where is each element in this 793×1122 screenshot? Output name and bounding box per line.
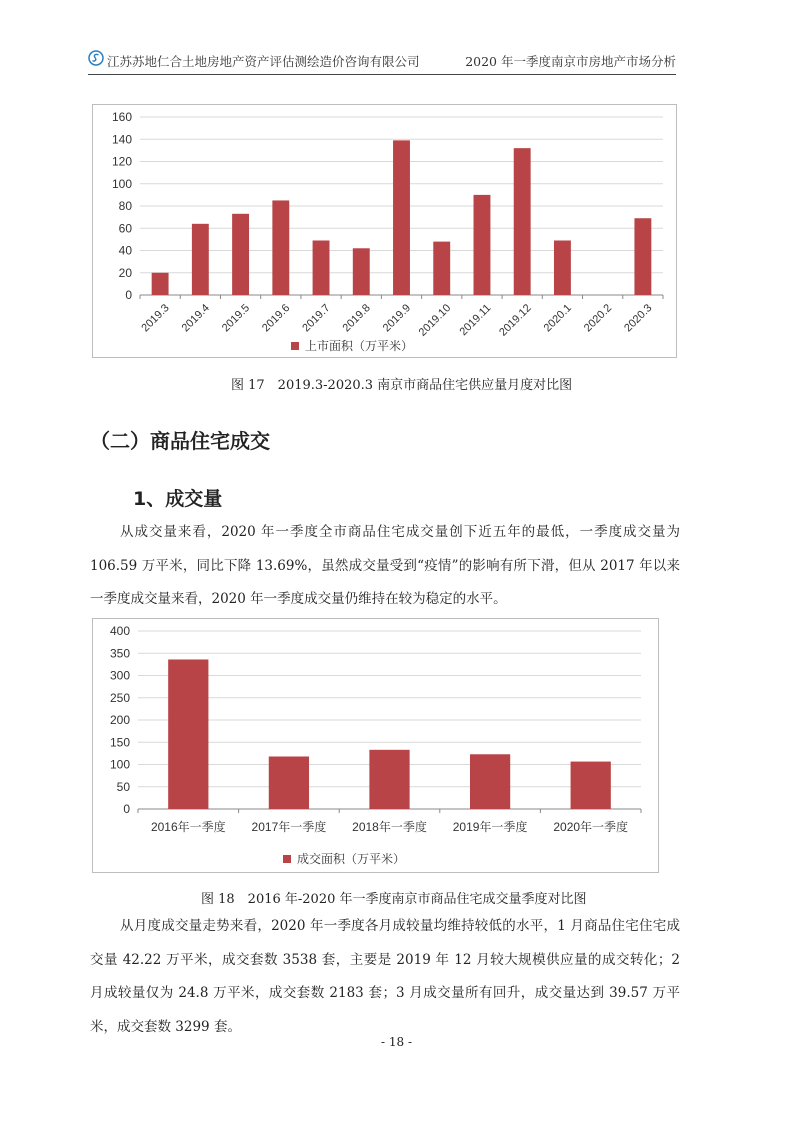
y-tick-label: 160: [111, 110, 132, 124]
page-header: [88, 50, 676, 70]
bar: [393, 140, 410, 295]
company-name: 江苏苏地仁合土地房地产资产评估测绘造价咨询有限公司: [107, 54, 420, 69]
section-heading: （二）商品住宅成交: [90, 429, 270, 453]
figure18-svg: [93, 619, 658, 872]
bar: [313, 240, 330, 295]
x-tick-label: 2019.7: [300, 302, 333, 335]
y-tick-label: 80: [118, 199, 132, 213]
y-tick-label: 60: [118, 221, 132, 236]
y-tick-label: 120: [111, 154, 132, 169]
bar: [168, 659, 208, 809]
x-tick-label: 2019.3: [139, 302, 172, 335]
x-tick-label: 2018年一季度: [352, 820, 427, 834]
y-tick-label: 350: [109, 646, 130, 661]
x-tick-label: 2019.11: [457, 302, 494, 339]
legend-label: 上市面积（万平米）: [305, 339, 414, 353]
legend-swatch: [283, 855, 291, 863]
header-divider: [88, 74, 676, 75]
x-tick-label: 2020年一季度: [553, 820, 629, 834]
paragraph-monthly-trend: 从月度成交量走势来看，2020 年一季度各月成较量均维持较低的水平，1 月商品住宅住宅成交量 42.22 万平米，成交套数 3538 套，主要是 2019 年 12 月较大规模供应量的成交转化；2 月成较量仅为 24.8 万平米，成交套数 2183 套；3 月成交量所有回升，成交量达到 39.57 万平米，成交套数 3299 套。: [90, 918, 680, 1035]
bar: [554, 240, 571, 295]
x-tick-label: 2020.2: [581, 302, 615, 335]
bar: [514, 148, 531, 295]
bar: [474, 195, 491, 295]
y-tick-label: 300: [109, 668, 130, 683]
x-tick-label: 2019.5: [219, 302, 253, 335]
y-tick-label: 50: [116, 779, 130, 794]
y-tick-label: 400: [109, 624, 130, 638]
x-tick-label: 2017年一季度: [251, 820, 327, 834]
x-tick-label: 2019.4: [179, 302, 212, 335]
y-tick-label: 250: [109, 690, 130, 705]
bar: [353, 248, 370, 295]
y-tick-label: 100: [111, 176, 132, 191]
y-tick-label: 200: [109, 713, 130, 727]
x-tick-label: 2019年一季度: [452, 820, 528, 834]
legend-swatch: [291, 342, 299, 350]
x-tick-label: 2016年一季度: [150, 820, 226, 834]
figure17-caption: 图 17 2019.3-2020.3 南京市商品住宅供应量月度对比图: [231, 378, 573, 393]
subsection-heading: 1、成交量: [133, 488, 223, 510]
bar: [470, 754, 510, 809]
x-tick-label: 2020.1: [541, 302, 574, 335]
y-tick-label: 150: [109, 735, 130, 750]
x-tick-label: 2019.6: [260, 302, 293, 335]
company-logo-icon: [88, 50, 104, 66]
bar: [272, 200, 289, 295]
y-tick-label: 40: [118, 243, 132, 258]
report-title: 2020 年一季度南京市房地产市场分析: [465, 54, 676, 69]
bar: [152, 273, 169, 295]
x-tick-label: 2019.8: [340, 302, 373, 335]
x-tick-label: 2020.3: [622, 302, 655, 335]
y-tick-label: 140: [111, 132, 132, 147]
x-tick-label: 2019.12: [497, 302, 534, 339]
figure18-chart: [92, 618, 659, 873]
bar: [571, 762, 611, 809]
x-tick-label: 2019.9: [380, 302, 414, 335]
y-tick-label: 100: [109, 757, 130, 772]
y-tick-label: 0: [125, 288, 132, 302]
bar: [369, 750, 409, 809]
paragraph-volume-overview: 从成交量来看，2020 年一季度全市商品住宅成交量创下近五年的最低，一季度成交量为 106.59 万平米，同比下降 13.69%，虽然成交量受到“疫情”的影响有所下滑，但从 2017 年以来一季度成交量来看，2020 年一季度成交量仍维持在较为稳定的水平。: [90, 524, 680, 607]
page-number: - 18 -: [380, 1035, 412, 1049]
y-tick-label: 20: [118, 265, 132, 280]
y-tick-label: 0: [123, 802, 130, 816]
figure17-svg: [93, 105, 676, 357]
x-tick-label: 2019.10: [416, 302, 454, 339]
bar: [634, 218, 651, 295]
legend-label: 成交面积（万平米）: [297, 852, 406, 866]
figure18-caption: 图 18 2016 年-2020 年一季度南京市商品住宅成交量季度对比图: [201, 892, 587, 907]
bar: [192, 224, 209, 295]
bar: [232, 214, 249, 295]
figure17-chart: [92, 104, 677, 358]
bar: [433, 242, 450, 295]
bar: [269, 756, 309, 809]
